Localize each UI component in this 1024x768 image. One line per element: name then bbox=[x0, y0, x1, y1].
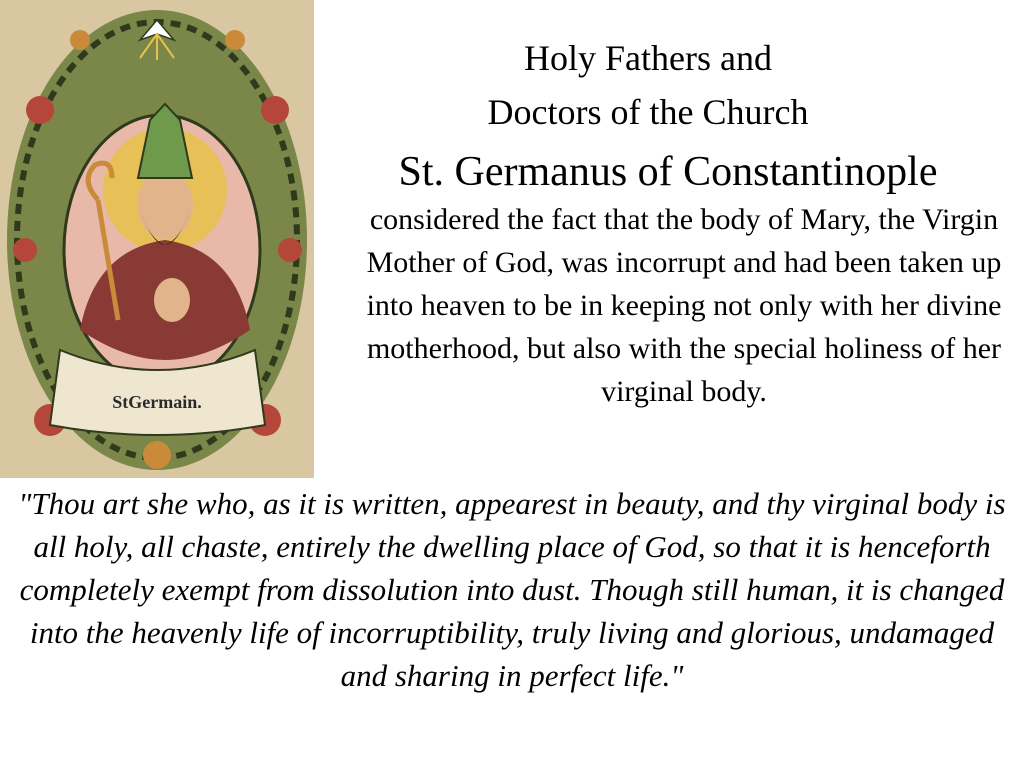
heading-line-2: Doctors of the Church bbox=[487, 92, 809, 132]
blessing-hand bbox=[154, 278, 190, 322]
saint-portrait bbox=[0, 0, 314, 478]
face bbox=[137, 171, 193, 239]
portrait-engraving bbox=[0, 0, 314, 478]
heading-line-1: Holy Fathers and bbox=[524, 38, 772, 78]
saint-name: St. Germanus of Constantinople bbox=[398, 149, 938, 195]
portrait-caption: StGermain. bbox=[112, 392, 202, 412]
quote-paragraph: "Thou art she who, as it is written, appearest in beauty, and thy virginal body is all holy, all chaste, entirely the dwelling place of God, so that it is henceforth completely exempt from dissolution into dust. Though still human, it is changed into the heavenly life of incorruptibility, truly living and glorious, undamaged and sharing in perfect life." bbox=[18, 486, 1006, 693]
description-paragraph: considered the fact that the body of Mary, the Virgin Mother of God, was incorrupt and had been taken up into heaven to be in keeping not only with her divine motherhood, but also with the special holiness of her virginal body. bbox=[366, 203, 1002, 408]
